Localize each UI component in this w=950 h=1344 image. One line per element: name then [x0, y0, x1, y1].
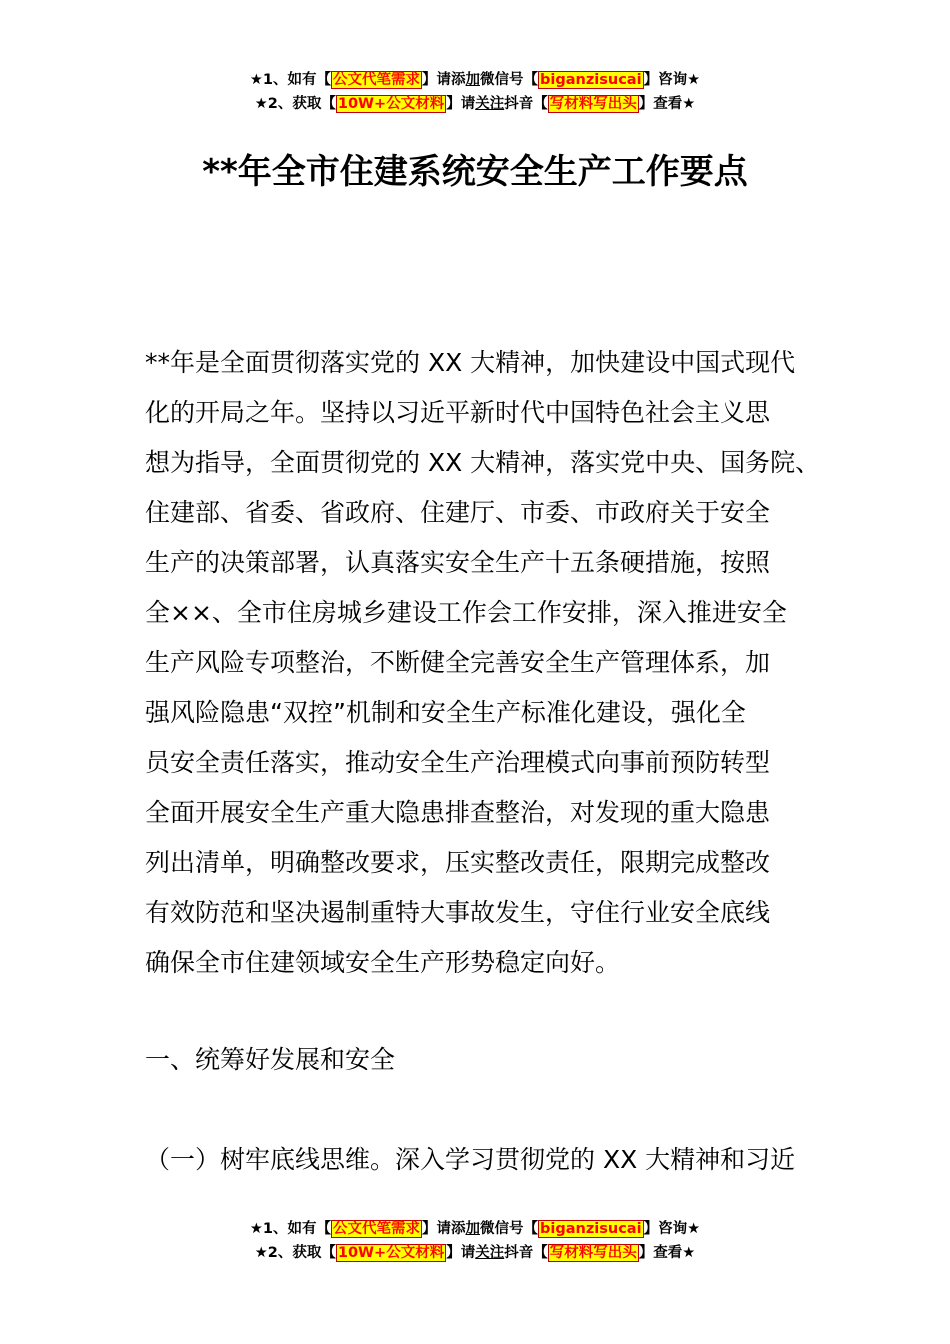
banner-text: ★1、如有【	[249, 1221, 332, 1237]
banner-line-1	[0, 1217, 950, 1241]
paragraph-line: 员安全责任落实，推动安全生产治理模式向事前预防转型	[145, 748, 771, 777]
footer-banner	[0, 1217, 950, 1265]
highlight-douyin: 写材料写出头	[549, 96, 637, 112]
paragraph-line: 化的开局之年。坚持以习近平新时代中国特色社会主义思	[145, 398, 771, 427]
banner-text: ★1、如有【	[249, 72, 332, 88]
banner-text: 】请	[446, 96, 476, 112]
highlight-wechat-id: biganzisucai	[540, 72, 642, 88]
paragraph-line: 生产风险专项整治，不断健全完善安全生产管理体系，加	[145, 648, 771, 677]
banner-text: 】请添	[422, 1221, 466, 1237]
banner-text: ★2、获取【	[254, 96, 336, 112]
banner-underlined-text: 加	[465, 72, 481, 88]
highlight-materials: 10W+公文材料	[337, 96, 445, 112]
header-banner	[0, 68, 950, 116]
paragraph-line: 住建部、省委、省政府、住建厅、市委、市政府关于安全	[145, 498, 771, 527]
banner-text: 】请	[446, 1245, 476, 1261]
highlight-wechat-id: biganzisucai	[540, 1221, 642, 1237]
banner-line-1	[0, 68, 950, 92]
banner-text: 】查看★	[638, 1245, 696, 1261]
banner-text: ★2、获取【	[254, 1245, 336, 1261]
paragraph-line: 确保全市住建领域安全生产形势稳定向好。	[145, 948, 621, 977]
banner-underlined-text: 加	[465, 1221, 481, 1237]
banner-line-2	[0, 92, 950, 116]
document-title: **年全市住建系统安全生产工作要点	[202, 152, 748, 192]
highlight-service: 公文代笔需求	[333, 72, 421, 88]
paragraph-line: 想为指导，全面贯彻党的 XX 大精神，落实党中央、国务院、	[145, 448, 821, 477]
paragraph-line: **年是全面贯彻落实党的 XX 大精神，加快建设中国式现代	[145, 348, 796, 377]
banner-underlined-text: 关注	[475, 1245, 505, 1261]
highlight-douyin: 写材料写出头	[549, 1245, 637, 1261]
banner-text: 抖音【	[504, 96, 548, 112]
paragraph-line: 生产的决策部署，认真落实安全生产十五条硬措施，按照	[145, 548, 771, 577]
banner-text: 微信号【	[480, 1221, 539, 1237]
highlight-materials: 10W+公文材料	[337, 1245, 445, 1261]
paragraph-line: 有效防范和坚决遏制重特大事故发生，守住行业安全底线	[145, 898, 771, 927]
banner-text: 】请添	[422, 72, 466, 88]
subsection-text: （一）树牢底线思维。深入学习贯彻党的 XX 大精神和习近	[145, 1145, 796, 1174]
banner-text: 】咨询★	[643, 1221, 701, 1237]
paragraph-line: 列出清单，明确整改要求，压实整改责任，限期完成整改	[145, 848, 771, 877]
intro-paragraph	[145, 338, 821, 988]
paragraph-line: 全××、全市住房城乡建设工作会工作安排，深入推进安全	[145, 598, 787, 627]
banner-text: 】咨询★	[643, 72, 701, 88]
banner-line-2	[0, 1241, 950, 1265]
paragraph-line: 全面开展安全生产重大隐患排查整治，对发现的重大隐患	[145, 798, 771, 827]
banner-text: 】查看★	[638, 96, 696, 112]
banner-text: 抖音【	[504, 1245, 548, 1261]
banner-underlined-text: 关注	[475, 96, 505, 112]
banner-text: 微信号【	[480, 72, 539, 88]
section-heading: 一、统筹好发展和安全	[145, 1045, 396, 1074]
highlight-service: 公文代笔需求	[333, 1221, 421, 1237]
paragraph-line: 强风险隐患“双控”机制和安全生产标准化建设，强化全	[145, 698, 746, 727]
